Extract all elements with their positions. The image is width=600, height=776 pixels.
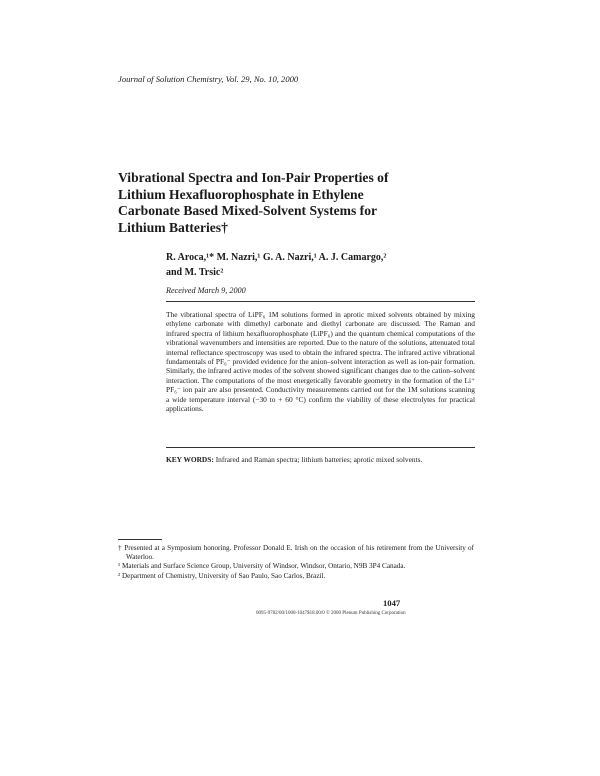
keywords-label: KEY WORDS: [166, 455, 214, 464]
author-list [166, 250, 386, 280]
abstract-text: The vibrational spectra of LiPF₆ 1M solutions formed in aprotic mixed solvents obtained by mixing ethylene carbonate with dimethyl carbonate and diethyl carbonate are discussed. The Raman and infrared spectra of lithium hexafluorophosphate (LiPF₆) and the quantum chemical computations of the vibrational wavenumbers and intensities are reported. Due to the nature of the solutions, attenuated total internal reflectance spectroscopy was used to obtain the infrared spectra. The infrared active vibrational fundamentals of PF₆⁻ provided evidence for the anion–solvent interaction as well as ion-pair formation. Similarly, the infrared active modes of the solvent showed significant changes due to the cation–solvent interaction. The computations of the most energetically favorable geometry in the formation of the Li⁺ PF₆⁻ ion pair are also presented. Conductivity measurements carried out for the 1M solutions scanning a wide temperature interval (−30 to + 60 °C) confirm the viability of these electrolytes for practical applications. [166, 310, 475, 414]
title-line: Carbonate Based Mixed-Solvent Systems for [118, 203, 378, 219]
abstract-bottom-rule [166, 447, 475, 448]
author-line: and M. Trsic² [166, 267, 224, 278]
footnote-1: ¹ Materials and Surface Science Group, University of Windsor, Windsor, Ontario, N9B 3P4 Canada. [118, 562, 406, 571]
abstract-top-rule [166, 301, 475, 302]
title-line: Vibrational Spectra and Ion-Pair Properties of [118, 170, 389, 185]
keywords-text: Infrared and Raman spectra; lithium batteries; aprotic mixed solvents. [213, 455, 423, 464]
page-number: 1047 [383, 598, 401, 608]
title-line: Lithium Batteries† [118, 219, 228, 235]
copyright-line: 0095-9782/00/1000-1047$18.00/0 © 2000 Plenum Publishing Corporation [256, 611, 406, 616]
keywords [166, 455, 475, 464]
footnote-2: ² Department of Chemistry, University of Sao Paulo, Sao Carlos, Brazil. [118, 571, 326, 580]
title-line: Lithium Hexafluorophosphate in Ethylene [118, 186, 364, 202]
article-title [118, 170, 518, 236]
author-line: R. Aroca,¹* M. Nazri,¹ G. A. Nazri,¹ A. J. Camargo,² [166, 252, 387, 263]
received-date: Received March 9, 2000 [166, 286, 246, 295]
footnote-rule [118, 539, 162, 540]
footnote-dagger: † Presented at a Symposium honoring. Professor Donald E. Irish on the occasion of his retirement from the University of Waterloo. [118, 544, 474, 562]
footnotes [118, 544, 474, 581]
journal-header: Journal of Solution Chemistry, Vol. 29, No. 10, 2000 [118, 74, 299, 84]
